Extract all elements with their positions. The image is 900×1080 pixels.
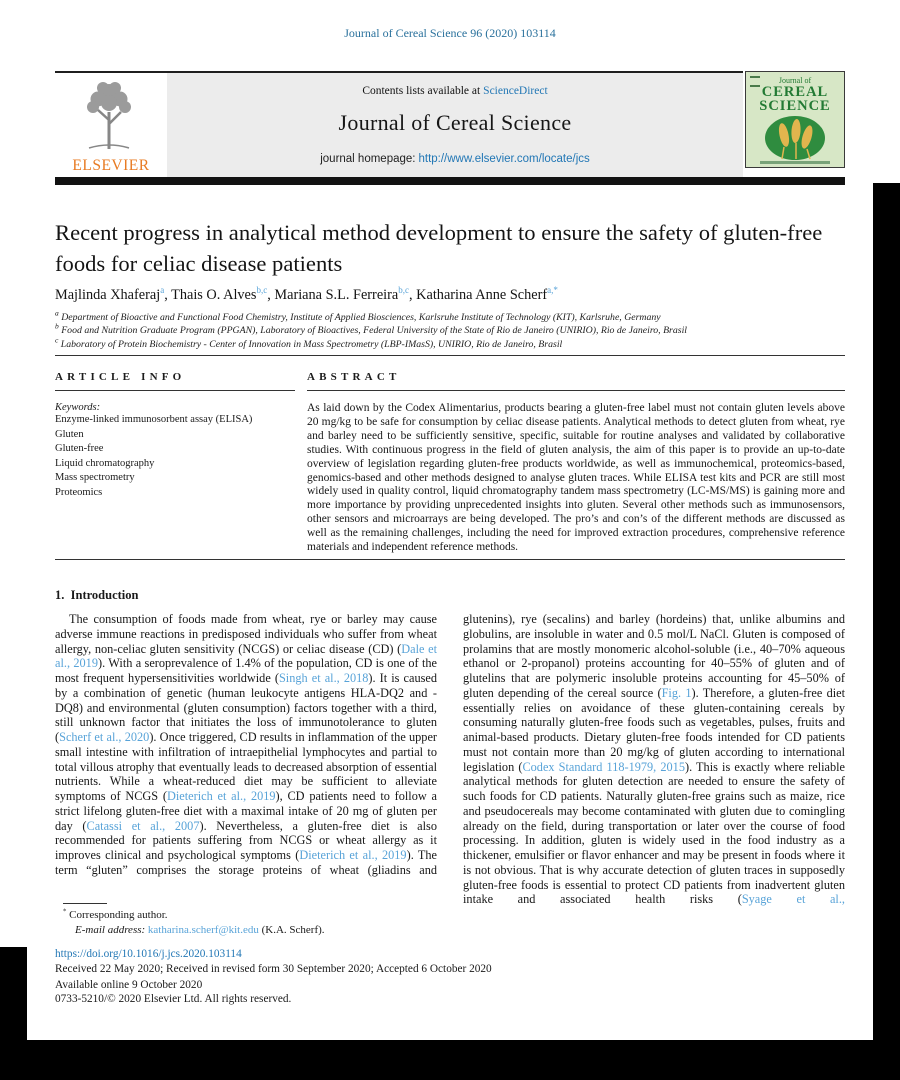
journal-reference-line: Journal of Cereal Science 96 (2020) 103114 <box>344 26 556 40</box>
article-info-heading: ARTICLE INFO <box>55 371 186 383</box>
citation-link[interactable]: Scherf et al., 2020 <box>59 730 150 744</box>
divider <box>55 355 845 356</box>
citation-link[interactable]: Singh et al., 2018 <box>278 671 369 685</box>
contents-line <box>167 85 743 97</box>
affiliation-superscript: b <box>55 322 59 332</box>
affiliation-line: $^b$ Food and Nutrition Graduate Program (PPGAN), Laboratory of Bioactives, Federal University of the State of Rio de Janeiro (UNIRIO), Rio de Janeiro, Brasil <box>55 322 688 337</box>
keywords-list <box>55 413 295 501</box>
received-line: Received 22 May 2020; Received in revised form 30 September 2020; Accepted 6 October 2020 <box>55 963 492 975</box>
abstract-heading: ABSTRACT <box>307 371 401 383</box>
cover-title-bottom: SCIENCE <box>759 98 831 114</box>
author-affiliation-superscript: a,* <box>547 285 558 296</box>
elsevier-logo <box>55 73 167 178</box>
keyword-item: Mass spectrometry <box>55 472 135 484</box>
scan-edge-bottom <box>0 1040 900 1080</box>
keyword-item: Gluten-free <box>55 443 104 455</box>
cover-title-top: Journal of <box>778 76 812 85</box>
email-link[interactable]: katharina.scherf@kit.edu <box>147 924 259 936</box>
keywords-label: Keywords: <box>55 402 101 413</box>
homepage-label: journal homepage: <box>320 153 416 165</box>
journal-cover-thumbnail <box>745 71 845 168</box>
affiliation-superscript: c <box>55 335 59 345</box>
footnote-divider <box>63 903 107 904</box>
citation-link[interactable]: Dieterich et al., 2019 <box>299 848 407 862</box>
scan-edge-right <box>873 183 900 1080</box>
homepage-link[interactable]: http://www.elsevier.com/locate/jcs <box>418 153 590 165</box>
divider <box>55 559 845 560</box>
authors-line: Majlinda Xhaferaj$^a$, Thais O. Alves$^{b,c}$, Mariana S.L. Ferreira$^{b,c}$, Katharina Anne Scherf$^{a,*}$ <box>55 285 558 303</box>
copyright-line: 0733-5210/© 2020 Elsevier Ltd. All rights reserved. <box>55 993 292 1005</box>
cover-title-mid: CEREAL <box>761 84 829 100</box>
divider <box>307 390 845 391</box>
citation-link[interactable]: Syage et al., <box>741 892 845 907</box>
affiliations-block <box>55 308 845 351</box>
affiliation-superscript: a <box>55 308 59 318</box>
elsevier-tree-icon <box>77 79 141 156</box>
journal-title: Journal of Cereal Science <box>338 110 572 135</box>
corresponding-author-text: Corresponding author. <box>69 909 168 921</box>
page-content <box>55 0 845 1080</box>
affiliation-line: $^c$ Laboratory of Protein Biochemistry - Center of Innovation in Mass Spectrometry (LBP-IMasS), UNIRIO, Rio de Janeiro, Brasil <box>55 335 563 350</box>
elsevier-wordmark: ELSEVIER <box>72 157 150 174</box>
email-line <box>75 924 325 936</box>
divider <box>55 390 295 391</box>
abstract-text: As laid down by the Codex Alimentarius, products bearing a gluten-free label must not contain gluten levels above 20 mg/kg to be safe for consumption by celiac disease patients. Analytical methods to detect gluten from wheat, rye and barley need to be sufficiently sensitive, specific, suitable for routine analyses and validated by collaborative studies. With continuous progress in the field of gluten analysis, the aim of this paper is to provide an up-to-date overview of legislation regarding gluten-free products worldwide, as well as immunochemical, proteomics-based, genomics-based and other methods designed to analyse gluten traces. While ELISA test kits and PCR are still most widely used in quality control, liquid chromatography tandem mass spectrometry (LC-MS/MS) is gaining more and more importance by providing unprecedented insights into gluten. Several other methods such as immunosensors, other sensors and microarrays are being developed. The pro’s and con’s of the different methods are discussed as well as the remaining challenges, including the need for improved extraction procedures, comprehensive reference materials and independent reference methods. <box>307 402 845 554</box>
citation-link[interactable]: Dieterich et al., 2019 <box>167 789 276 803</box>
abstract-column <box>307 371 845 555</box>
intro-right-column: glutenins), rye (secalins) and barley (hordeins) that, unlike albumins and globulins, are insoluble in water and 0.5 mol/L NaCl. Gluten is composed of prolamins that are mostly monomeric alcohol-soluble (i.e., 40–70% aqueous ethanol or 2-propanol) proteins accounting for 40–55% of gluten and of glutelins that are polymeric insoluble proteins accounting for 45–50% of gluten depending of the cereal source (Fig. 1). Therefore, a gluten-free diet essentially relies on avoidance of these gluten-containing cereals by consuming naturally gluten-free foods such as vegetables, pulses, fruits and animal-based products. Dietary gluten-free foods intended for CD patients must not contain more than 20 mg/kg of gluten according to international legislation (Codex Standard 118-1979, 2015). This is exactly where reliable analytical methods for gluten detection are needed to ensure the safety of such foods for CD patients. Naturally gluten-free grains such as maize, rice and pseudocereals may become contaminated with gluten due to comingling already on the field, during transportation or later over the course of food processing. In addition, gluten is widely used in the food industry as a thickener, emulsifier or flavor enhancer and may be present in foods where it is not obvious. That is why accurate detection of gluten traces in supposedly gluten-free foods is essential to protect CD patients from inadvertent gluten intake and associated health risks (Syage et al., <box>463 612 846 907</box>
keyword-item: Gluten <box>55 428 84 440</box>
homepage-line <box>167 153 743 165</box>
masthead <box>55 71 743 178</box>
keyword-item: Enzyme-linked immunosorbent assay (ELISA) <box>55 414 253 425</box>
citation-link[interactable]: Codex Standard 118-1979, 2015 <box>522 759 685 774</box>
sciencedirect-link[interactable]: ScienceDirect <box>483 85 548 97</box>
author-name: Mariana S.L. Ferreira <box>274 287 399 303</box>
email-label: E-mail address: <box>75 924 146 936</box>
citation-link[interactable]: Catassi et al., 2007 <box>86 818 200 833</box>
cover-footer-text <box>760 161 830 164</box>
footnote-marker: * <box>63 908 67 916</box>
section-heading-introduction: 1. Introduction <box>55 588 139 602</box>
available-online-line: Available online 9 October 2020 <box>55 979 203 991</box>
citation-link[interactable]: Dale et al., 2019 <box>55 641 437 671</box>
author-affiliation-superscript: b,c <box>398 285 409 296</box>
author-affiliation-superscript: b,c <box>256 285 268 296</box>
author-affiliation-superscript: a <box>160 285 165 296</box>
citation-link[interactable]: Fig. 1 <box>661 685 692 700</box>
author-name: Majlinda Xhaferaj <box>55 287 161 303</box>
author-name: Thais O. Alves <box>171 287 257 303</box>
affiliation-line: $^a$ Department of Bioactive and Functional Food Chemistry, Institute of Applied Biosciences, Karlsruhe Institute of Technology (KIT), Karlsruhe, Germany <box>55 308 661 323</box>
author-name: Katharina Anne Scherf <box>416 287 548 303</box>
cover-wheat-illustration <box>746 115 844 166</box>
cover-logo-icon <box>750 76 760 87</box>
contents-prefix: Contents lists available at <box>362 85 481 97</box>
corresponding-author-note <box>63 909 168 921</box>
article-info-column <box>55 371 295 501</box>
doi-link[interactable]: https://doi.org/10.1016/j.jcs.2020.103114 <box>55 948 242 960</box>
intro-left-column: The consumption of foods made from wheat, rye or barley may cause adverse immune reactions in predisposed individuals who suffer from wheat allergy, non-celiac gluten sensitivity (NCGS) or celiac disease (CD) (Dale et al., 2019). With a seroprevalence of 1.4% of the population, CD is one of the most frequent hypersensitivities worldwide (Singh et al., 2018). It is caused by a combination of genetic (human leukocyte antigens HLA-DQ2 and -DQ8) and environmental (gluten consumption) factors together with a third, still unknown factor that initiates the loss of immunotolerance to gluten (Scherf et al., 2020). Once triggered, CD results in inflammation of the upper small intestine with infiltration of intraepithelial lymphocytes and partial to total villous atrophy that eventually leads to decreased absorption of essential nutrients. While a wheat-reduced diet may be sufficient to alleviate symptoms of NCGS (Dieterich et al., 2019), CD patients need to follow a strict lifelong gluten-free diet with a maximal intake of 20 mg of gluten per day (Catassi et al., 2007). Nevertheless, a gluten-free diet is also recommended for patients suffering from NCGS or wheat allergy as it improves clinical and psychological symptoms (Dieterich et al., 2019). The term “gluten” comprises the storage proteins of wheat (gliadins and <box>55 612 438 877</box>
article-title: Recent progress in analytical method development to ensure the safety of gluten-free foods for celiac disease patients <box>55 220 823 276</box>
email-suffix: (K.A. Scherf). <box>261 924 325 936</box>
keyword-item: Liquid chromatography <box>55 457 155 469</box>
masthead-divider-bar <box>55 177 845 185</box>
keyword-item: Proteomics <box>55 486 103 498</box>
masthead-grey-box <box>167 73 743 178</box>
